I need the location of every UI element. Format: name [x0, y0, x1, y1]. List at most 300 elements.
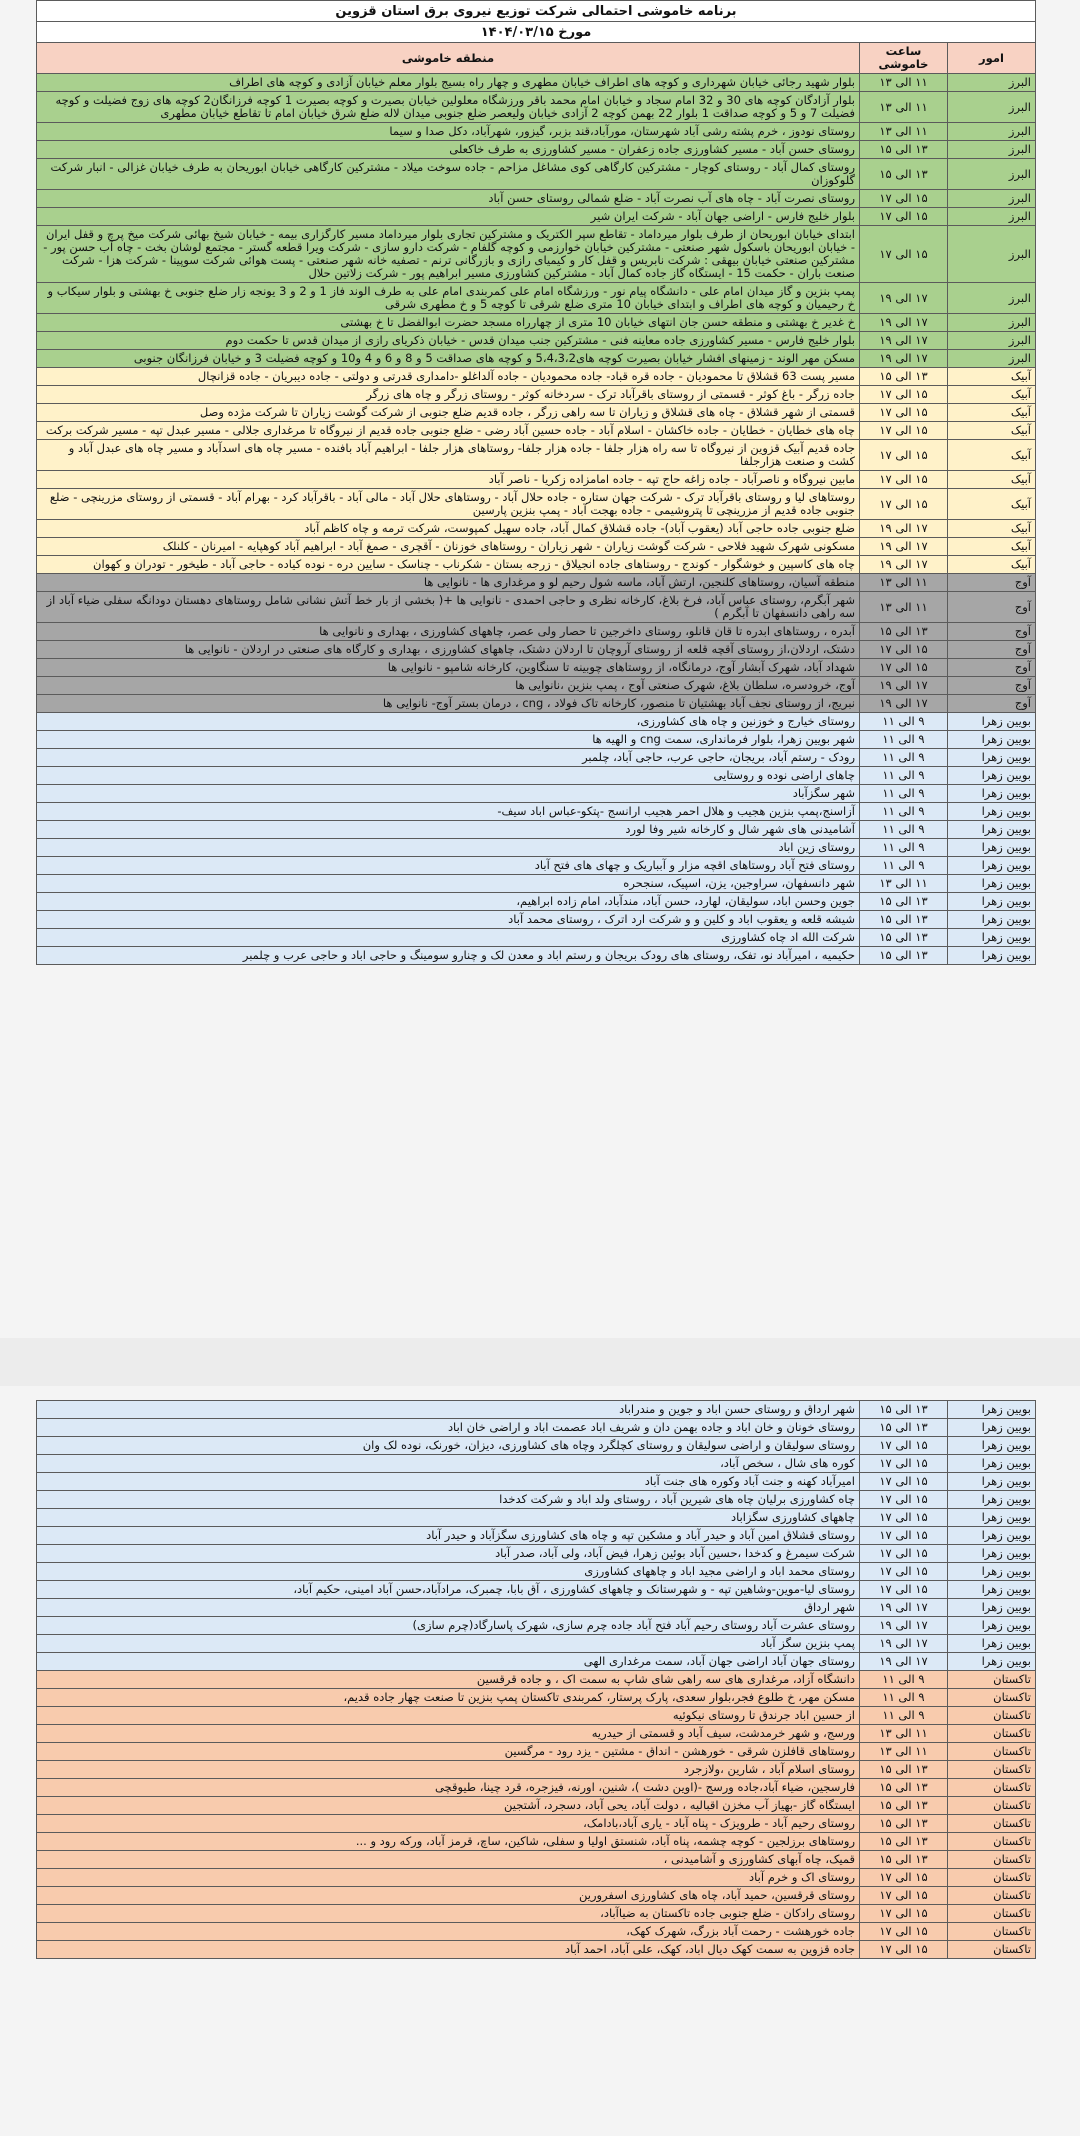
row-area: آبیک — [948, 538, 1036, 556]
row-time: ۱۷ الی ۱۹ — [860, 520, 948, 538]
table-row — [37, 947, 1036, 965]
row-area: بویین زهرا — [948, 929, 1036, 947]
table-row — [37, 1599, 1036, 1617]
row-zone: روستای رادکان - ضلع جنوبی جاده تاکستان به ضیاآباد، — [37, 1905, 860, 1923]
row-area: البرز — [948, 332, 1036, 350]
row-area: البرز — [948, 159, 1036, 190]
row-time: ۱۵ الی ۱۷ — [860, 386, 948, 404]
row-time: ۱۳ الی ۱۵ — [860, 1797, 948, 1815]
table-row — [37, 92, 1036, 123]
row-time: ۹ الی ۱۱ — [860, 767, 948, 785]
table-row — [37, 677, 1036, 695]
row-area: بویین زهرا — [948, 1491, 1036, 1509]
row-zone: روستای سولیقان و اراضی سولیقان و روستای کچلگرد وچاه های کشاورزی، دیزان، خورنک، نوده لک وان — [37, 1437, 860, 1455]
row-area: بویین زهرا — [948, 1635, 1036, 1653]
row-zone: آشامیدنی های شهر شال و کارخانه شیر وفا لورد — [37, 821, 860, 839]
row-zone: پمپ بنزین سگز آباد — [37, 1635, 860, 1653]
row-zone: شهر بویین زهرا، بلوار فرمانداری، سمت cng و الهیه ها — [37, 731, 860, 749]
row-time: ۱۷ الی ۱۹ — [860, 350, 948, 368]
row-zone: منطقه آسیان، روستاهای کلنجین، ارتش آباد، ماسه شول رحیم لو و مرغداری ها - نانوایی ها — [37, 574, 860, 592]
row-time: ۹ الی ۱۱ — [860, 857, 948, 875]
row-area: بویین زهرا — [948, 1419, 1036, 1437]
row-time: ۹ الی ۱۱ — [860, 731, 948, 749]
table-row — [37, 623, 1036, 641]
table-row — [37, 731, 1036, 749]
table-row — [37, 1779, 1036, 1797]
row-time: ۱۱ الی ۱۳ — [860, 592, 948, 623]
row-zone: مسکن مهر، خ طلوع فجر،بلوار سعدی، پارک پرستار، کمربندی تاکستان پمپ بنزین تا صنعت چهار جاده قدیم، — [37, 1689, 860, 1707]
table-row — [37, 1689, 1036, 1707]
row-zone: فارسجین، ضیاء آباد،جاده ورسج -(اوین دشت )، شنین، اورنه، فیزجره، قرد چینا، طیوقچی — [37, 1779, 860, 1797]
row-time: ۱۳ الی ۱۵ — [860, 1851, 948, 1869]
row-zone: بلوار شهید رجائی خیابان شهرداری و کوچه های اطراف خیابان مطهری و چهار راه بسیج بلوار معلم خیابان آزادی و کوچه های اطراف — [37, 74, 860, 92]
outage-table-2 — [36, 1400, 1036, 1959]
row-area: بویین زهرا — [948, 1401, 1036, 1419]
header-row — [37, 43, 1036, 74]
table-row — [37, 1653, 1036, 1671]
row-time: ۱۵ الی ۱۷ — [860, 471, 948, 489]
table-row — [37, 1509, 1036, 1527]
table-row — [37, 695, 1036, 713]
table-row — [37, 1455, 1036, 1473]
row-area: بویین زهرا — [948, 911, 1036, 929]
row-time: ۱۷ الی ۱۹ — [860, 1653, 948, 1671]
row-zone: رودک - رستم آباد، بریجان، حاجی عرب، حاجی آباد، چلمبر — [37, 749, 860, 767]
table-row — [37, 190, 1036, 208]
table-row — [37, 123, 1036, 141]
row-time: ۱۵ الی ۱۷ — [860, 641, 948, 659]
row-zone: چاههای کشاورزی سگزاباد — [37, 1509, 860, 1527]
row-area: تاکستان — [948, 1869, 1036, 1887]
row-zone: روستای محمد اباد و اراضی مجید اباد و چاههای کشاورزی — [37, 1563, 860, 1581]
row-zone: روستای عشرت آباد روستای رحیم آباد فتح آباد جاده چرم سازی، شهرک پاسارگاد(چرم سازی) — [37, 1617, 860, 1635]
row-time: ۱۳ الی ۱۵ — [860, 929, 948, 947]
row-area: آوج — [948, 677, 1036, 695]
table-row — [37, 141, 1036, 159]
row-area: آوج — [948, 659, 1036, 677]
row-area: بویین زهرا — [948, 1617, 1036, 1635]
row-time: ۹ الی ۱۱ — [860, 839, 948, 857]
table-row — [37, 1743, 1036, 1761]
title-row — [37, 1, 1036, 22]
row-zone: روستای خونان و خان اباد و جاده بهمن دان و شریف اباد عصمت اباد و اراضی خان اباد — [37, 1419, 860, 1437]
row-time: ۱۳ الی ۱۵ — [860, 1761, 948, 1779]
table-row — [37, 857, 1036, 875]
row-time: ۱۳ الی ۱۵ — [860, 368, 948, 386]
table-row — [37, 368, 1036, 386]
row-area: البرز — [948, 92, 1036, 123]
row-zone: کوره های شال ، سخص آباد، — [37, 1455, 860, 1473]
row-zone: جاده زرگر - باغ کوثر - قسمتی از روستای باقرآباد ترک - سردخانه کوثر - روستای زرگر و چاه های زرگر — [37, 386, 860, 404]
table-row — [37, 839, 1036, 857]
row-zone: قمیک، چاه آبهای کشاورزی و آشامیدنی ، — [37, 1851, 860, 1869]
row-time: ۱۳ الی ۱۵ — [860, 911, 948, 929]
row-area: بویین زهرا — [948, 1545, 1036, 1563]
row-zone: امیرآباد کهنه و جنت آباد وکوره های جنت آباد — [37, 1473, 860, 1491]
row-time: ۱۳ الی ۱۵ — [860, 1833, 948, 1851]
row-time: ۱۵ الی ۱۷ — [860, 1563, 948, 1581]
row-zone: دانشگاه آزاد، مرغداری های سه راهی شای شاپ به سمت اک ، و جاده قرقسین — [37, 1671, 860, 1689]
row-time: ۱۳ الی ۱۵ — [860, 947, 948, 965]
table-row — [37, 821, 1036, 839]
row-time: ۱۵ الی ۱۷ — [860, 1527, 948, 1545]
row-time: ۱۳ الی ۱۵ — [860, 1779, 948, 1797]
table-row — [37, 208, 1036, 226]
row-time: ۱۷ الی ۱۹ — [860, 1617, 948, 1635]
table-row — [37, 226, 1036, 283]
row-zone: آبدره ، روستاهای ابدره تا قان قانلو، روستای داخرجین تا حصار ولی عصر، چاههای کشاورزی ، بهداری و نانوایی ها — [37, 623, 860, 641]
row-time: ۱۵ الی ۱۷ — [860, 1869, 948, 1887]
table-row — [37, 1527, 1036, 1545]
row-area: آبیک — [948, 489, 1036, 520]
table-row — [37, 1833, 1036, 1851]
row-time: ۱۷ الی ۱۹ — [860, 556, 948, 574]
row-time: ۹ الی ۱۱ — [860, 1689, 948, 1707]
table-row — [37, 1761, 1036, 1779]
table-row — [37, 1545, 1036, 1563]
row-area: تاکستان — [948, 1689, 1036, 1707]
table-row — [37, 1563, 1036, 1581]
row-area: تاکستان — [948, 1707, 1036, 1725]
row-area: آبیک — [948, 422, 1036, 440]
row-zone: روستای قشلاق امین آباد و حیدر آباد و مشکین تپه و چاه های کشاورزی سگزآباد و حیدر آباد — [37, 1527, 860, 1545]
row-zone: چاه های کاسپین و خوشگوار - کوندج - روستاهای جاده انجیلاق - زرجه بستان - شکرناب - چناسک - سایین دره - نوده کیاده - حاجی آباد - طیخور - تودران و کهوان — [37, 556, 860, 574]
row-time: ۱۳ الی ۱۵ — [860, 141, 948, 159]
row-zone: روستای خیارج و خوزنین و چاه های کشاورزی، — [37, 713, 860, 731]
row-time: ۱۵ الی ۱۷ — [860, 208, 948, 226]
page-gap — [0, 1338, 1080, 1386]
row-time: ۱۵ الی ۱۷ — [860, 440, 948, 471]
row-area: البرز — [948, 208, 1036, 226]
row-time: ۱۵ الی ۱۷ — [860, 1923, 948, 1941]
row-area: بویین زهرا — [948, 839, 1036, 857]
column-header-zone: منطقه خاموشی — [37, 43, 860, 74]
row-area: بویین زهرا — [948, 785, 1036, 803]
table-row — [37, 283, 1036, 314]
table-row — [37, 332, 1036, 350]
table-row — [37, 1941, 1036, 1959]
row-area: تاکستان — [948, 1905, 1036, 1923]
row-area: تاکستان — [948, 1923, 1036, 1941]
row-zone: جاده قدیم آبیک قزوین از نیروگاه تا سه راه هزار جلفا - جاده هزار جلفا- روستاهای هزار جلفا - ابراهیم آباد بافنده - مسیر چاه های اسدآباد و مسیر چاه های عبدل آباد و کشت و صنعت هزارجلفا — [37, 440, 860, 471]
row-zone: شرکت سیمرغ و کدخدا ،حسین آباد بوئین زهرا، فیض آباد، ولی آباد، صدر آباد — [37, 1545, 860, 1563]
row-time: ۹ الی ۱۱ — [860, 713, 948, 731]
row-time: ۱۱ الی ۱۳ — [860, 123, 948, 141]
row-area: تاکستان — [948, 1833, 1036, 1851]
row-area: آبیک — [948, 556, 1036, 574]
row-time: ۹ الی ۱۱ — [860, 821, 948, 839]
row-area: تاکستان — [948, 1887, 1036, 1905]
row-area: بویین زهرا — [948, 1509, 1036, 1527]
row-time: ۱۵ الی ۱۷ — [860, 1545, 948, 1563]
row-zone: روستای حسن آباد - مسیر کشاورزی جاده زعفران - مسیر کشاورزی به طرف خاکعلی — [37, 141, 860, 159]
table-row — [37, 875, 1036, 893]
table-row — [37, 1401, 1036, 1419]
row-area: آبیک — [948, 404, 1036, 422]
row-area: البرز — [948, 350, 1036, 368]
row-time: ۱۵ الی ۱۷ — [860, 1455, 948, 1473]
table-row — [37, 767, 1036, 785]
row-zone: چاه کشاورزی برلیان چاه های شیرین آباد ، روستای ولد اباد و شرکت کدخدا — [37, 1491, 860, 1509]
row-area: آوج — [948, 695, 1036, 713]
table-row — [37, 538, 1036, 556]
table-row — [37, 1905, 1036, 1923]
row-zone: روستای نصرت آباد - چاه های آب نصرت آباد - ضلع شمالی روستای حسن آباد — [37, 190, 860, 208]
row-time: ۱۵ الی ۱۷ — [860, 226, 948, 283]
date-row — [37, 22, 1036, 43]
row-area: البرز — [948, 226, 1036, 283]
row-zone: روستای لیا-موین-وشاهین تپه - و شهرستانک و چاههای کشاورزی ، آق بابا، چمبرک، مرادآباد،حسن آباد امینی، حکیم آباد، — [37, 1581, 860, 1599]
row-time: ۱۵ الی ۱۷ — [860, 659, 948, 677]
row-zone: مسکونی شهرک شهید فلاحی - شرکت گوشت زیاران - شهر زیاران - روستاهای خوزنان - آقچری - صمغ آباد - ابراهیم آباد کوهپایه - امیرنان - کلنلک — [37, 538, 860, 556]
row-time: ۹ الی ۱۱ — [860, 1707, 948, 1725]
row-area: بویین زهرا — [948, 767, 1036, 785]
row-area: آبیک — [948, 386, 1036, 404]
row-area: بویین زهرا — [948, 821, 1036, 839]
row-zone: ابتدای خیابان ابوریحان از طرف بلوار میرداماد - تقاطع سپر الکتریک و مشترکین تجاری بلوار میرداماد مسیر کارگزاری بیمه - خیابان شیخ بهائی شرکت میخ پرچ و قفل ایران - خیابان ابوریحان باسکول شهر صنعتی - مشترکین خیابان خوارزمی و کوچه گلفام - شرکت دارو سازی - شرکت ویرا قطعه گستر - مجتمع لوشان بخت - چاه آب حسن پور - مشترکین صنعتی خیابان بیهقی : شرکت نابریس و قفل کار و کیمیای رازی و بازرگانی ترنم - تصفیه خانه شهر صنعتی - پست هوائی شرکت سوپینا - شرکت هزا - شرکت صنعت باران - حکمت 15 - ایستگاه گاز جاده کمال آباد - مشترکین کشاورزی مسیر ابراهیم پور - شرکت زلاتین حلال — [37, 226, 860, 283]
page-title: برنامه خاموشی احتمالی شرکت توزیع نیروی برق استان قزوین — [37, 1, 1036, 22]
row-zone: دشتک، اردلان،از روستای آقچه قلعه از روستای آروچان تا اردلان دشتک، چاههای کشاورزی ، بهداری و کارگاه های صنعتی در اردلان - نانوایی ها — [37, 641, 860, 659]
table-row — [37, 350, 1036, 368]
table-row — [37, 1491, 1036, 1509]
row-zone: قسمتی از شهر قشلاق - چاه های قشلاق و زیاران تا سه راهی زرگر ، جاده قدیم ضلع جنوبی از شرکت گوشت زیاران تا شرکت مژده وصل — [37, 404, 860, 422]
row-zone: چاهای اراضی نوده و روستایی — [37, 767, 860, 785]
row-time: ۹ الی ۱۱ — [860, 785, 948, 803]
table-row — [37, 1851, 1036, 1869]
row-area: تاکستان — [948, 1851, 1036, 1869]
row-time: ۹ الی ۱۱ — [860, 749, 948, 767]
row-zone: مسکن مهر الوند - زمینهای افشار خیابان بصیرت کوچه های5،4،3،2 و کوچه های صداقت 5 و 8 و 6 و 4 و10 و کوچه فضیلت 3 و خیابان فرزانگان جنوبی — [37, 350, 860, 368]
row-zone: شهر ارداق و روستای حسن اباد و جوین و مندراباد — [37, 1401, 860, 1419]
row-zone: شهر ارداق — [37, 1599, 860, 1617]
row-time: ۱۵ الی ۱۷ — [860, 1941, 948, 1959]
schedule-sheet-2 — [36, 1400, 1036, 1959]
row-time: ۱۷ الی ۱۹ — [860, 695, 948, 713]
table-row — [37, 641, 1036, 659]
table-row — [37, 314, 1036, 332]
row-area: آبیک — [948, 440, 1036, 471]
row-area: بویین زهرا — [948, 1653, 1036, 1671]
row-zone: ورسج، و شهر خرمدشت، سیف آباد و قسمتی از حیدریه — [37, 1725, 860, 1743]
row-time: ۹ الی ۱۱ — [860, 1671, 948, 1689]
row-area: تاکستان — [948, 1743, 1036, 1761]
row-zone: آوج، خرودسره، سلطان بلاغ، شهرک صنعتی آوج ، پمپ بنزین ،نانوایی ها — [37, 677, 860, 695]
table-row — [37, 803, 1036, 821]
row-time: ۱۱ الی ۱۳ — [860, 74, 948, 92]
row-zone: حکیمیه ، امیرآباد نو، تفک، روستای های رودک بریجان و رستم اباد و معدن لک و چنارو سومینگ و حاجی اباد و حاجی عرب و چلمبر — [37, 947, 860, 965]
row-area: بویین زهرا — [948, 857, 1036, 875]
table-row — [37, 471, 1036, 489]
row-time: ۱۳ الی ۱۵ — [860, 1419, 948, 1437]
row-area: آبیک — [948, 471, 1036, 489]
row-area: بویین زهرا — [948, 749, 1036, 767]
table-row — [37, 574, 1036, 592]
row-zone: روستای کمال آباد - روستای کوچار - مشترکین کارگاهی کوی مشاغل مزاحم - جاده سوخت میلاد - مشترکین کارگاهی خیابان ابوریحان به طرف خیابان غزالی - انبار شرکت گلوکوزان — [37, 159, 860, 190]
table-row — [37, 1671, 1036, 1689]
row-zone: نبریج، از روستای نجف آباد بهشتیان تا منصور، کارخانه تاک فولاد ، cng ، درمان بستر آوج- نانوایی ها — [37, 695, 860, 713]
row-area: بویین زهرا — [948, 1527, 1036, 1545]
row-zone: روستای اسلام آباد ، شارین ،ولازجرد — [37, 1761, 860, 1779]
row-zone: روستای جهان آباد اراضی جهان آباد، سمت مرغداری الهی — [37, 1653, 860, 1671]
row-time: ۱۷ الی ۱۹ — [860, 677, 948, 695]
row-area: بویین زهرا — [948, 1473, 1036, 1491]
row-time: ۱۱ الی ۱۳ — [860, 574, 948, 592]
row-area: آوج — [948, 641, 1036, 659]
row-time: ۱۵ الی ۱۷ — [860, 1473, 948, 1491]
row-area: بویین زهرا — [948, 803, 1036, 821]
row-time: ۱۵ الی ۱۷ — [860, 489, 948, 520]
table-row — [37, 489, 1036, 520]
row-zone: روستای نودوز ، خرم پشته رشی آباد شهرستان، مورآباد،قند بزبر، گیزور، شهرآباد، دکل صدا و سیما — [37, 123, 860, 141]
row-time: ۱۱ الی ۱۳ — [860, 875, 948, 893]
row-area: بویین زهرا — [948, 1599, 1036, 1617]
row-time: ۱۵ الی ۱۷ — [860, 1437, 948, 1455]
row-area: تاکستان — [948, 1761, 1036, 1779]
row-zone: روستای رحیم آباد - طرویزک - پناه آباد - یاری آباد،بادامک، — [37, 1815, 860, 1833]
row-area: آبیک — [948, 520, 1036, 538]
table-row — [37, 1581, 1036, 1599]
row-zone: ایستگاه گاز -بهیاز آب مخزن اقبالیه ، دولت آباد، یحی آباد، دسجرد، آشتجین — [37, 1797, 860, 1815]
row-time: ۱۳ الی ۱۵ — [860, 623, 948, 641]
table-row — [37, 893, 1036, 911]
row-area: البرز — [948, 141, 1036, 159]
row-area: بویین زهرا — [948, 1437, 1036, 1455]
row-area: بویین زهرا — [948, 731, 1036, 749]
row-time: ۱۵ الی ۱۷ — [860, 1887, 948, 1905]
row-area: تاکستان — [948, 1941, 1036, 1959]
row-time: ۱۵ الی ۱۷ — [860, 1581, 948, 1599]
table-row — [37, 386, 1036, 404]
row-time: ۱۷ الی ۱۹ — [860, 1635, 948, 1653]
row-time: ۱۳ الی ۱۵ — [860, 1401, 948, 1419]
row-area: آوج — [948, 623, 1036, 641]
row-time: ۱۷ الی ۱۹ — [860, 1599, 948, 1617]
row-area: بویین زهرا — [948, 893, 1036, 911]
table-row — [37, 713, 1036, 731]
table-row — [37, 1869, 1036, 1887]
table-row — [37, 1707, 1036, 1725]
row-area: تاکستان — [948, 1725, 1036, 1743]
row-time: ۹ الی ۱۱ — [860, 803, 948, 821]
row-area: بویین زهرا — [948, 1563, 1036, 1581]
table-row — [37, 1923, 1036, 1941]
row-zone: از حسین اباد جرندق تا روستای نیکوئیه — [37, 1707, 860, 1725]
row-zone: روستاهای لیا و روستای باقرآباد ترک - شرکت جهان ستاره - جاده حلال آباد - روستاهای حلال آباد - مالی آباد - باقرآباد کرد - بهرام آباد - قسمتی از روستای مزرینچی - ضلع جنوبی جاده قدیم از مزرینچی تا پتروشیمی - جاده بهجت آباد - پمپ بنزین پارسین — [37, 489, 860, 520]
column-header-time: ساعت خاموشی — [860, 43, 948, 74]
row-zone: چاه های خطایان - خطایان - جاده خاکشان - اسلام آباد - جاده حسین آباد رضی - ضلع جنوبی جاده قدیم از نیروگاه تا مرغداری جلالی - مسیر عبدل تپه - مسیر شرکت برکت — [37, 422, 860, 440]
row-zone: مابین نیروگاه و ناصرآباد - جاده زاغه حاج تپه - جاده امامزاده زکریا - ناصر آباد — [37, 471, 860, 489]
row-area: البرز — [948, 314, 1036, 332]
row-time: ۱۵ الی ۱۷ — [860, 190, 948, 208]
row-zone: جاده قزوین به سمت کهک دیال اباد، کهک، علی آباد، احمد آباد — [37, 1941, 860, 1959]
table-row — [37, 1635, 1036, 1653]
row-zone: شهر دانسفهان، سراوجین، یزن، اسپیک، سنجحره — [37, 875, 860, 893]
row-area: آوج — [948, 574, 1036, 592]
table-row — [37, 929, 1036, 947]
row-zone: پمپ بنزین و گاز میدان امام علی - دانشگاه پیام نور - ورزشگاه امام علی کمربندی امام علی به طرف الوند فاز 1 و 2 و 3 یونجه زار ضلع جنوبی خ بهشتی و بلوار سیکاب و خ رحیمیان و کوچه های اطراف و ابتدای خیابان 10 متری ضلع شرقی تا کوچه 5 و خ مطهری شرقی — [37, 283, 860, 314]
table-row — [37, 440, 1036, 471]
table-row — [37, 592, 1036, 623]
row-zone: شهر آبگرم، روستای عباس آباد، فرخ بلاغ، کارخانه نظری و حاجی احمدی - نانوایی ها +( بخشی از بار خط آتش نشانی شامل روستاهای دهستان دودانگه سفلی ضیاء آباد از سه راهی دانسفهان تا آبگرم ) — [37, 592, 860, 623]
row-area: البرز — [948, 190, 1036, 208]
table-row — [37, 159, 1036, 190]
row-zone: روستای فتح آباد روستاهای اقچه مزار و آبباریک و چهای های فتح آباد — [37, 857, 860, 875]
row-area: آبیک — [948, 368, 1036, 386]
row-time: ۱۱ الی ۱۳ — [860, 92, 948, 123]
row-time: ۱۵ الی ۱۷ — [860, 1491, 948, 1509]
row-zone: روستاهای قافلزن شرقی - خورهشن - انداق - مشتین - یزد رود - مرگسین — [37, 1743, 860, 1761]
row-area: بویین زهرا — [948, 1455, 1036, 1473]
row-zone: شیشه قلعه و یعقوب اباد و کلین و و شرکت ارد اترک ، روستای محمد آباد — [37, 911, 860, 929]
row-time: ۱۵ الی ۱۷ — [860, 422, 948, 440]
table-row — [37, 404, 1036, 422]
table-row — [37, 1797, 1036, 1815]
table-row — [37, 1887, 1036, 1905]
table-row — [37, 1419, 1036, 1437]
row-area: تاکستان — [948, 1779, 1036, 1797]
row-time: ۱۳ الی ۱۵ — [860, 159, 948, 190]
row-zone: بلوار خلیج فارس - مسیر کشاورزی جاده معاینه فنی - مشترکین جنب میدان قدس - خیابان ذکریای رازی از میدان قدس تا حکمت دوم — [37, 332, 860, 350]
row-zone: شهداد آباد، شهرک آبشار آوج، درمانگاه، از روستاهای چوبینه تا سنگاوین، کارخانه شامپو - نانوایی ها — [37, 659, 860, 677]
table-row — [37, 911, 1036, 929]
row-time: ۱۷ الی ۱۹ — [860, 538, 948, 556]
row-area: آوج — [948, 592, 1036, 623]
row-zone: جوین وحسن اباد، سولیقان، لهارد، حسن آباد، مندآباد، امام زاده ابراهیم، — [37, 893, 860, 911]
row-zone: روستای قرقسین، حمید آباد، چاه های کشاورزی اسفرورین — [37, 1887, 860, 1905]
row-zone: روستاهای برزلجین - کوچه چشمه، پناه آباد، شنستق اولیا و سفلی، شاکین، ساچ، قرمز آباد، ورکه رود و ... — [37, 1833, 860, 1851]
table-row — [37, 520, 1036, 538]
table-row — [37, 1725, 1036, 1743]
table-row — [37, 1437, 1036, 1455]
row-zone: بلوار آزادگان کوچه های 30 و 32 امام سجاد و خیابان امام محمد باقر ورزشگاه معلولین خیابان بصیرت و کوچه بصیرت 1 کوچه فرزانگان2 کوچه های زوج فضیلت و کوچه فضیلت 7 و 5 و کوچه صداقت 1 بلوار 22 بهمن کوچه 2 آزادی خیابان ولیعصر ضلع جنوبی میدان لاله ضلع شرق خیابان امام تا تقاطع خیابان مطهری — [37, 92, 860, 123]
page-date: مورخ ۱۴۰۴/۰۳/۱۵ — [37, 22, 1036, 43]
row-zone: شرکت الله اد چاه کشاورزی — [37, 929, 860, 947]
row-zone: روستای زین اباد — [37, 839, 860, 857]
row-time: ۱۵ الی ۱۷ — [860, 1905, 948, 1923]
schedule-sheet-1 — [36, 0, 1036, 965]
row-area: تاکستان — [948, 1671, 1036, 1689]
row-zone: مسیر پست 63 قشلاق تا محمودیان - جاده قره قباد- جاده محمودیان - جاده آلداغلو -دامداری قدرتی و دولتی - جاده دیبریان - جاده قزانچال — [37, 368, 860, 386]
row-area: البرز — [948, 283, 1036, 314]
column-header-area: امور — [948, 43, 1036, 74]
row-time: ۱۳ الی ۱۵ — [860, 893, 948, 911]
row-time: ۱۵ الی ۱۷ — [860, 1509, 948, 1527]
table-row — [37, 1473, 1036, 1491]
outage-table-1 — [36, 0, 1036, 965]
row-area: بویین زهرا — [948, 713, 1036, 731]
row-area: تاکستان — [948, 1815, 1036, 1833]
row-zone: شهر سگزآباد — [37, 785, 860, 803]
row-time: ۱۵ الی ۱۷ — [860, 404, 948, 422]
row-time: ۱۷ الی ۱۹ — [860, 283, 948, 314]
table-row — [37, 556, 1036, 574]
row-area: البرز — [948, 74, 1036, 92]
row-area: بویین زهرا — [948, 1581, 1036, 1599]
row-zone: روستای اک و خرم آباد — [37, 1869, 860, 1887]
row-zone: آزاسنج،پمپ بنزین هجیب و هلال احمر هجیب ارانسج -پتکو-عباس اباد سیف- — [37, 803, 860, 821]
row-time: ۱۳ الی ۱۵ — [860, 1815, 948, 1833]
row-time: ۱۱ الی ۱۳ — [860, 1743, 948, 1761]
row-zone: ضلع جنوبی جاده حاجی آباد (یعقوب آباد)- جاده قشلاق کمال آباد، جاده سهیل کمپوست، شرکت ترمه و چاه کاظم آباد — [37, 520, 860, 538]
row-zone: بلوار خلیج فارس - اراضی جهان آباد - شرکت ایران شیر — [37, 208, 860, 226]
row-area: تاکستان — [948, 1797, 1036, 1815]
row-area: بویین زهرا — [948, 947, 1036, 965]
row-zone: جاده خورهشت - رحمت آباد بزرگ، شهرک کهک، — [37, 1923, 860, 1941]
table-row — [37, 1617, 1036, 1635]
row-area: البرز — [948, 123, 1036, 141]
table-row — [37, 749, 1036, 767]
row-time: ۱۱ الی ۱۳ — [860, 1725, 948, 1743]
